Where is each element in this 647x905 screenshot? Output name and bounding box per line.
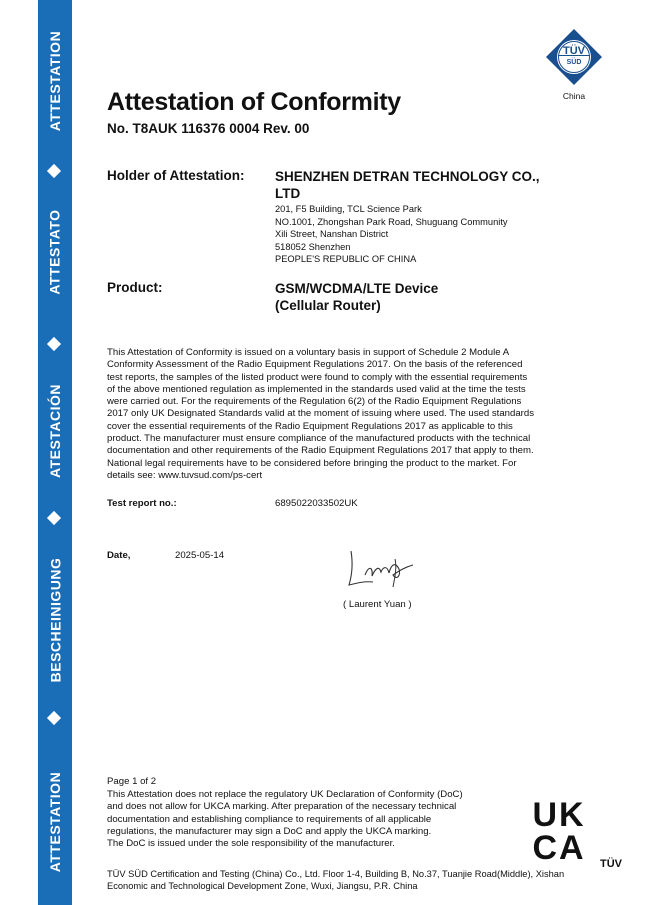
- logo-brand: TÜV: [563, 45, 585, 57]
- attestation-body: [107, 347, 567, 482]
- footer-line: regulations, the manufacturer may sign a DoC and apply the UKCA marking.: [107, 825, 432, 837]
- diamond-icon: [47, 711, 61, 725]
- attestation-number: No. T8AUK 116376 0004 Rev. 00: [107, 121, 310, 136]
- ukca-top: UK: [532, 797, 586, 834]
- address-line: Xili Street, Nanshan District: [275, 229, 389, 239]
- diamond-icon: [47, 337, 61, 351]
- logo-sub: SÜD: [566, 59, 582, 66]
- address-line: PEOPLE'S REPUBLIC OF CHINA: [275, 254, 417, 264]
- sidebar-band: [38, 0, 72, 905]
- body-line: 2017 only UK Designated Standards valid at the moment of issuing where used. The used standards: [107, 408, 535, 420]
- holder-address: [275, 203, 508, 266]
- footer-line: documentation and establishing compliance to requirements of all applicable: [107, 813, 432, 825]
- product-name: [275, 280, 438, 314]
- test-report-label: Test report no.:: [107, 498, 177, 509]
- logo-country: China: [562, 91, 586, 101]
- body-line: documentation and other requirements of the Radio Equipment Regulations 2017 that apply to them.: [107, 445, 534, 457]
- test-report-value: 6895022033502UK: [275, 498, 358, 509]
- ukca-bottom: CA: [532, 829, 586, 861]
- company-line: SHENZHEN DETRAN TECHNOLOGY CO.,: [275, 169, 540, 184]
- sidebar-word: ATTESTATO: [47, 209, 63, 295]
- date-value: 2025-05-14: [175, 550, 225, 561]
- body-line: cover the essential requirements of the Radio Equipment Regulations 2017 as applicable to this: [107, 420, 513, 432]
- tuv-mark: TÜV: [600, 858, 622, 870]
- ukca-mark-icon: [527, 797, 591, 861]
- body-line: National legal requirements have to be considered before bringing the product to the market. For: [107, 457, 517, 469]
- product-line: GSM/WCDMA/LTE Device: [275, 281, 439, 296]
- tuv-sud-logo-icon: [545, 28, 603, 86]
- holder-company: [275, 168, 540, 202]
- date-label: Date,: [107, 550, 131, 561]
- sidebar-word: BESCHEINIGUNG: [47, 557, 64, 683]
- sidebar-word: ATTESTATION: [47, 771, 64, 873]
- page-title: Attestation of Conformity: [107, 88, 401, 116]
- company-line: LTD: [275, 186, 301, 201]
- body-line: This Attestation of Conformity is issued on a voluntary basis in support of Schedule 2 Module A: [107, 347, 510, 358]
- body-line: Conformity Assessment of the Radio Equipment Regulations 2017. On the basis of the referenced: [107, 359, 523, 371]
- body-line: were carried out. For the requirements of the Regulation 6(2) of the Radio Equipment Regulations: [107, 396, 522, 408]
- product-label: Product:: [107, 280, 163, 295]
- signature-icon: [343, 545, 423, 593]
- signatory-name: ( Laurent Yuan ): [343, 599, 412, 610]
- address-line: Economic and Technological Development Zone, Wuxi, Jiangsu, P.R. China: [107, 881, 418, 891]
- holder-label: Holder of Attestation:: [107, 168, 245, 183]
- footer-line: and does not allow for UKCA marking. After preparation of the necessary technical: [107, 801, 457, 813]
- diamond-icon: [47, 164, 61, 178]
- address-line: TÜV SÜD Certification and Testing (China) Co., Ltd. Floor 1-4, Building B, No.37, Tuanjie Road(Middle), Xishan: [107, 869, 565, 879]
- footer-disclaimer: [107, 789, 522, 850]
- footer-address: [107, 868, 597, 892]
- address-line: NO.1001, Zhongshan Park Road, Shuguang Community: [275, 216, 508, 227]
- footer-line: The DoC is issued under the sole responsibility of the manufacturer.: [107, 838, 395, 850]
- product-line: (Cellular Router): [275, 298, 381, 313]
- diamond-icon: [47, 511, 61, 525]
- sidebar-word: ATESTACIÓN: [47, 384, 64, 478]
- body-line: test reports, the samples of the listed product were found to comply with the essential requirements: [107, 371, 528, 383]
- body-line: details see: www.tuvsud.com/ps-cert: [107, 469, 263, 481]
- address-line: 201, F5 Building, TCL Science Park: [275, 204, 422, 214]
- address-line: 518052 Shenzhen: [275, 241, 351, 252]
- body-line: of the above mentioned regulation as implemented in the standards used valid at the time the tests: [107, 383, 526, 395]
- footer-line: This Attestation does not replace the regulatory UK Declaration of Conformity (DoC): [107, 789, 463, 800]
- page-number: Page 1 of 2: [107, 776, 157, 787]
- sidebar-word: ATTESTATION: [47, 30, 64, 132]
- body-line: product. The manufacturer must ensure compliance of the manufactured products with the technical: [107, 433, 531, 445]
